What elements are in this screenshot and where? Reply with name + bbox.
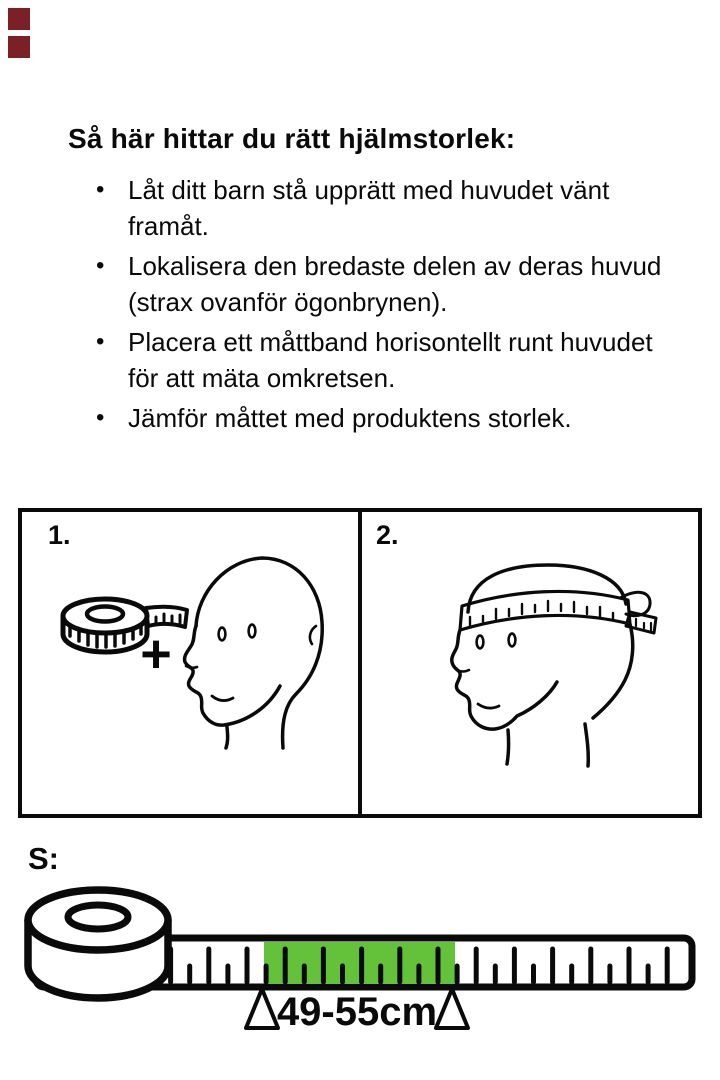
instruction-item xyxy=(96,400,668,436)
neck-front-line xyxy=(226,727,228,748)
step-panel-2 xyxy=(358,512,698,814)
mouth-line xyxy=(212,696,233,701)
size-range-label: 49-55cm xyxy=(276,990,438,1034)
head-right-line xyxy=(593,624,633,718)
range-marker-left xyxy=(246,989,278,1028)
head-with-tape-illustration xyxy=(362,512,698,814)
neck-front-line xyxy=(507,730,509,764)
head-profile-illustration xyxy=(185,558,323,748)
corner-markers xyxy=(6,6,46,70)
instruction-text: Lokalisera den bredaste delen av deras huvud (strax ovanför ögonbrynen). xyxy=(128,251,662,317)
step-number: 2. xyxy=(376,520,399,550)
bullet-dot: • xyxy=(96,252,105,279)
step-panel-1 xyxy=(22,512,358,814)
instruction-item xyxy=(96,248,668,320)
instruction-item xyxy=(96,324,668,396)
instruction-text: Jämför måttet med produktens storlek. xyxy=(128,403,572,433)
page-title: Så här hittar du rätt hjälmstorlek: xyxy=(68,122,516,154)
tape-measure-illustration xyxy=(0,878,720,1040)
bullet-dot: • xyxy=(96,328,105,355)
mouth-line xyxy=(478,704,499,708)
size-label: S: xyxy=(28,841,59,876)
tape-coil xyxy=(28,890,168,998)
step-panels xyxy=(18,508,702,818)
nostril-line xyxy=(457,670,469,672)
corner-marker-bottom xyxy=(8,36,30,58)
neck-back-line xyxy=(585,724,588,766)
right-eye xyxy=(509,634,516,647)
instruction-text: Placera ett måttband horisontellt runt huvudet för att mäta omkretsen. xyxy=(128,327,653,393)
face-profile-line xyxy=(452,630,557,729)
left-eye xyxy=(477,636,484,649)
corner-marker-top xyxy=(8,8,30,30)
instruction-text: Låt ditt barn stå upprätt med huvudet vänt framåt. xyxy=(128,175,610,241)
bullet-dot: • xyxy=(96,404,105,431)
range-marker-right xyxy=(436,989,468,1028)
instruction-list xyxy=(96,172,668,440)
plus-icon: + xyxy=(140,624,172,684)
tape-and-head-illustration xyxy=(22,512,358,814)
step-number: 1. xyxy=(48,520,71,550)
instruction-item xyxy=(96,172,668,244)
bullet-dot: • xyxy=(96,176,105,203)
